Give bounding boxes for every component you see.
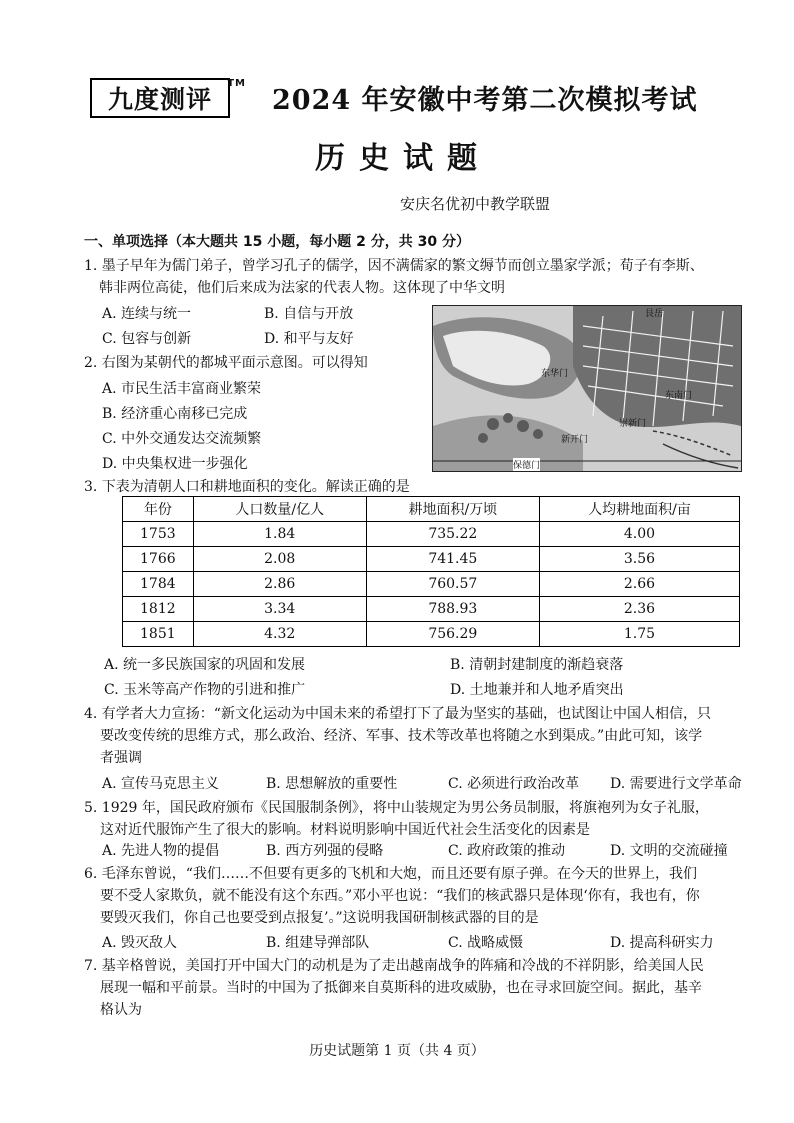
table-cell: 1.84 [193, 522, 366, 547]
q4-stem-line1: 4. 有学者大力宣扬：“新文化运动为中国未来的希望打下了最为坚实的基础，也试图让中国人相信，只 [84, 706, 711, 722]
q6-stem-line2: 要不受人家欺负，就不能没有这个东西。”邓小平也说：“我们的核武器只是体现‘你有，我也有，你 [100, 888, 700, 904]
page-footer: 历史试题第 1 页（共 4 页） [309, 1043, 485, 1059]
q3-stem: 3. 下表为清朝人口和耕地面积的变化。解读正确的是 [84, 479, 410, 495]
q4-option-c: C. 必须进行政治改革 [448, 776, 580, 792]
q2-option-a: A. 市民生活丰富商业繁荣 [102, 381, 262, 397]
table-cell: 1851 [123, 622, 194, 647]
map-label-donghuamen: 东华门 [541, 369, 569, 379]
table-header-cell: 人均耕地面积/亩 [539, 497, 739, 522]
q5-option-d: D. 文明的交流碰撞 [610, 843, 728, 859]
table-header-cell: 耕地面积/万顷 [366, 497, 539, 522]
table-cell: 1812 [123, 597, 194, 622]
q3-option-d: D. 土地兼并和人地矛盾突出 [450, 682, 624, 698]
table-cell: 4.32 [193, 622, 366, 647]
exam-organizer: 安庆名优初中教学联盟 [400, 195, 551, 213]
section-heading: 一、单项选择（本大题共 15 小题，每小题 2 分，共 30 分） [84, 234, 470, 250]
map-label-genyue: 艮岳 [645, 309, 664, 319]
q1-stem-line1: 1. 墨子早年为儒门弟子，曾学习孔子的儒学，因不满儒家的繁文缛节而创立墨家学派；荀子有李斯、 [84, 258, 704, 274]
q6-option-b: B. 组建导弹部队 [266, 935, 370, 951]
table-cell: 3.56 [539, 547, 739, 572]
capital-city-map [432, 305, 742, 472]
q7-stem-line3: 格认为 [100, 1002, 142, 1018]
q6-option-c: C. 战略威慑 [448, 935, 524, 951]
table-cell: 756.29 [366, 622, 539, 647]
map-label-chongxinmen: 崇新门 [619, 419, 647, 429]
q6-option-d: D. 提高科研实力 [610, 935, 714, 951]
table-row [123, 597, 740, 622]
table-cell: 788.93 [366, 597, 539, 622]
table-cell: 1766 [123, 547, 194, 572]
map-label-xinkaimen: 新开门 [561, 435, 589, 445]
q6-stem-line1: 6. 毛泽东曾说，“我们……不但要有更多的飞机和大炮，而且还要有原子弹。在今天的世界上，我们 [84, 866, 697, 882]
logo-trademark: TM [227, 78, 246, 89]
q2-stem: 2. 右图为某朝代的都城平面示意图。可以得知 [84, 355, 368, 371]
q4-stem-line2: 要改变传统的思维方式，那么政治、经济、军事、技术等改革也将随之水到渠成。”由此可知，该学 [100, 728, 703, 744]
table-header-cell: 人口数量/亿人 [193, 497, 366, 522]
map-label-baodemen: 保德门 [513, 458, 540, 471]
table-cell: 3.34 [193, 597, 366, 622]
q3-option-b: B. 清朝封建制度的渐趋衰落 [450, 657, 624, 673]
table-header-row [123, 497, 740, 522]
q1-option-d: D. 和平与友好 [264, 331, 354, 347]
exam-title: 2024 年安徽中考第二次模拟考试 [272, 85, 698, 116]
q1-option-b: B. 自信与开放 [264, 306, 354, 322]
q6-stem-line3: 要毁灭我们，你自己也要受到点报复’。”这说明我国研制核武器的目的是 [100, 910, 539, 926]
q4-option-b: B. 思想解放的重要性 [266, 776, 398, 792]
map-label-dongnanmen: 东南门 [665, 391, 693, 401]
q2-option-c: C. 中外交通发达交流频繁 [102, 431, 262, 447]
q4-option-d: D. 需要进行文学革命 [610, 776, 742, 792]
map-illustration [433, 306, 741, 471]
q2-option-b: B. 经济重心南移已完成 [102, 406, 248, 422]
q5-option-a: A. 先进人物的提倡 [102, 843, 220, 859]
brand-logo [90, 78, 246, 118]
table-cell: 741.45 [366, 547, 539, 572]
q1-option-a: A. 连续与统一 [102, 306, 192, 322]
q5-stem-line1: 5. 1929 年，国民政府颁布《民国服制条例》，将中山装规定为男公务员制服，将旗袍列为女子礼服， [84, 800, 709, 816]
table-cell: 4.00 [539, 522, 739, 547]
table-cell: 2.08 [193, 547, 366, 572]
table-cell: 2.86 [193, 572, 366, 597]
exam-subtitle: 历史试题 [315, 141, 491, 176]
table-row [123, 547, 740, 572]
q3-option-a: A. 统一多民族国家的巩固和发展 [104, 657, 306, 673]
q3-option-c: C. 玉米等高产作物的引进和推广 [104, 682, 306, 698]
table-row [123, 622, 740, 647]
q4-option-a: A. 宣传马克思主义 [102, 776, 220, 792]
table-cell: 735.22 [366, 522, 539, 547]
q1-stem-line2: 韩非两位高徒，他们后来成为法家的代表人物。这体现了中华文明 [99, 280, 505, 296]
q1-option-c: C. 包容与创新 [102, 331, 192, 347]
table-header-cell: 年份 [123, 497, 194, 522]
table-cell: 1784 [123, 572, 194, 597]
q5-option-c: C. 政府政策的推动 [448, 843, 566, 859]
table-cell: 1.75 [539, 622, 739, 647]
q7-stem-line1: 7. 基辛格曾说，美国打开中国大门的动机是为了走出越南战争的阵痛和冷战的不祥阴影，给美国人民 [84, 958, 704, 974]
q2-option-d: D. 中央集权进一步强化 [102, 456, 248, 472]
table-cell: 1753 [123, 522, 194, 547]
table-row [123, 522, 740, 547]
q5-stem-line2: 这对近代服饰产生了很大的影响。材料说明影响中国近代社会生活变化的因素是 [100, 822, 590, 838]
table-cell: 2.36 [539, 597, 739, 622]
population-farmland-table [122, 496, 740, 647]
q5-option-b: B. 西方列强的侵略 [266, 843, 384, 859]
q7-stem-line2: 展现一幅和平前景。当时的中国为了抵御来自莫斯科的进攻威胁，也在寻求回旋空间。据此，基辛 [100, 980, 702, 996]
table-row [123, 572, 740, 597]
table-cell: 2.66 [539, 572, 739, 597]
q4-stem-line3: 者强调 [100, 750, 142, 766]
logo-text: 九度测评 [107, 85, 212, 114]
table-cell: 760.57 [366, 572, 539, 597]
q6-option-a: A. 毁灭敌人 [102, 935, 178, 951]
